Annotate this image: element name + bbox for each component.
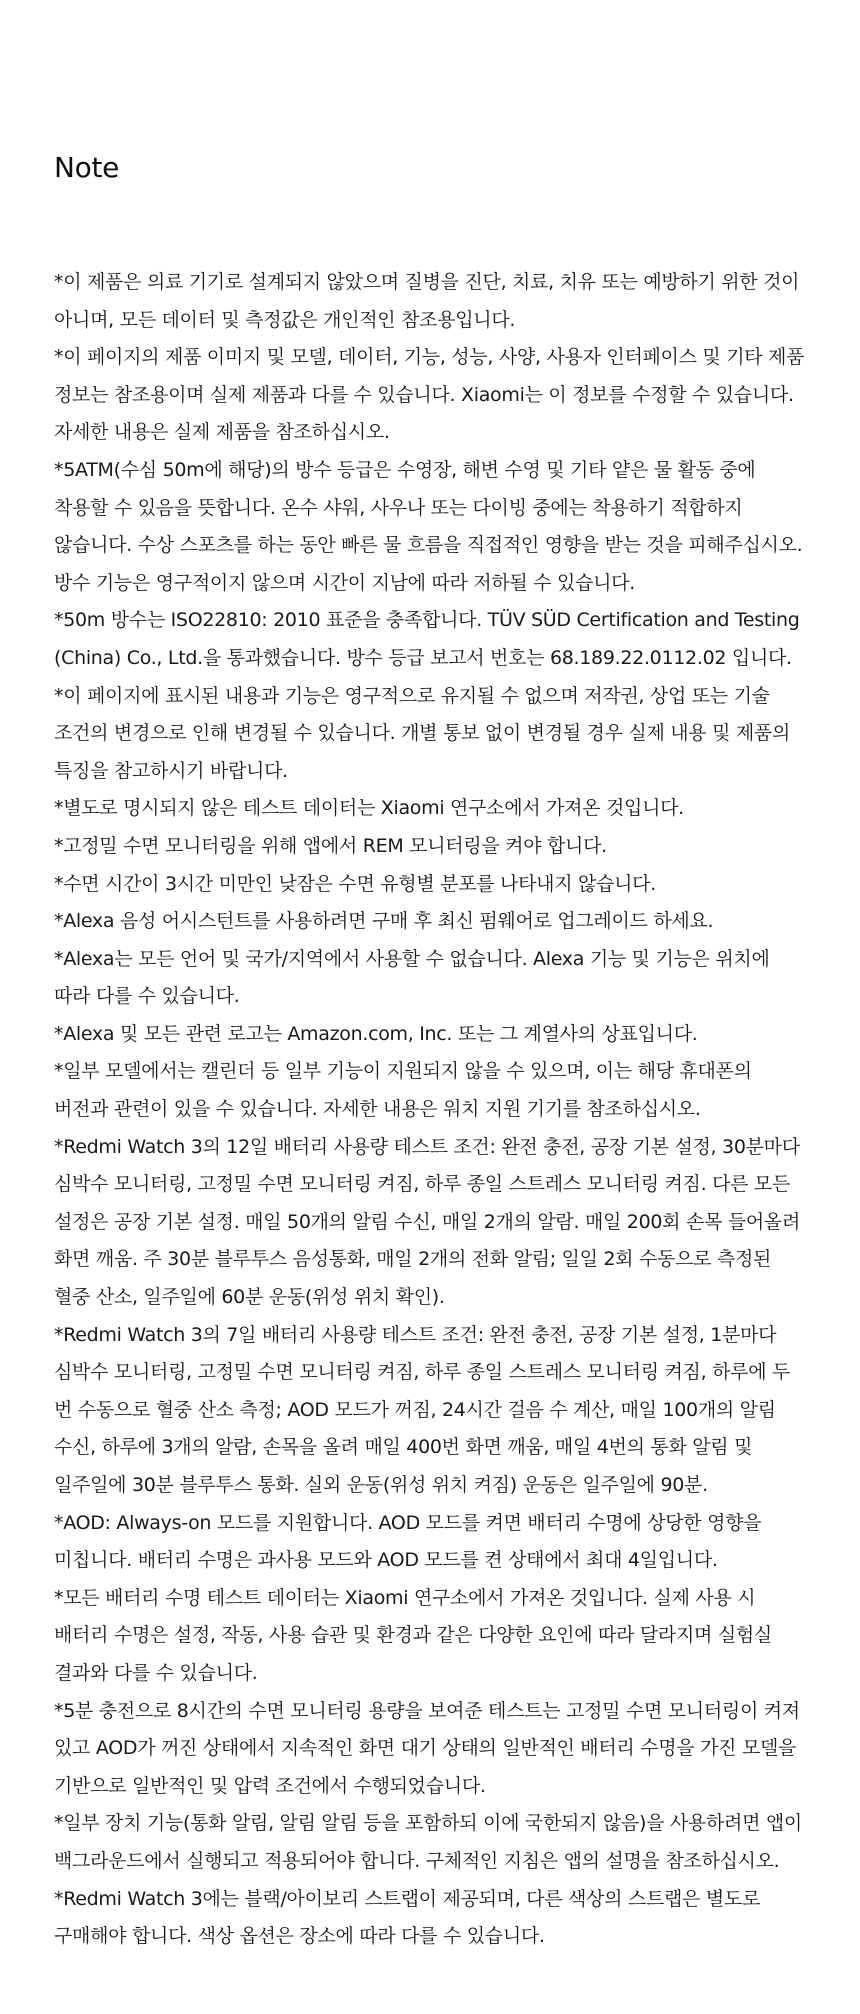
note-item-10: *Alexa는 모든 언어 및 국가/지역에서 사용할 수 없습니다. Alexa 기능 및 기능은 위치에 따라 다를 수 있습니다. (54, 947, 770, 1008)
note-item-12: *일부 모델에서는 캘린더 등 일부 기능이 지원되지 않을 수 있으며, 이는 해당 휴대폰의 버전과 관련이 있을 수 있습니다. 자세한 내용은 워치 지원 기기를 참조하십시오. (54, 1060, 752, 1121)
note-item-16: *모든 배터리 수명 테스트 데이터는 Xiaomi 연구소에서 가져온 것입니다. 실제 사용 시 배터리 수명은 설정, 작동, 사용 습관 및 환경과 같은 다양한 요인에 따라 달라지며 실험실 결과와 다를 수 있습니다. (54, 1586, 772, 1684)
note-item-8: *수면 시간이 3시간 미만인 낮잠은 수면 유형별 분포를 나타내지 않습니다. (54, 872, 656, 895)
note-item-3: *5ATM(수심 50m에 해당)의 방수 등급은 수영장, 해변 수영 및 기타 얕은 물 활동 중에 착용할 수 있음을 뜻합니다. 온수 샤워, 사우나 또는 다이빙 중에는 착용하기 적합하지 않습니다. 수상 스포츠를 하는 동안 빠른 물 흐름을 직접적인 영향을 받는 것을 피해주십시오. 방수 기능은 영구적이지 않으며 시간이 지남에 따라 저하될 수 있습니다. (54, 458, 803, 594)
note-item-17: *5분 충전으로 8시간의 수면 모니터링 용량을 보여준 테스트는 고정밀 수면 모니터링이 켜져 있고 AOD가 꺼진 상태에서 지속적인 화면 대기 상태의 일반적인 배터리 수명을 가진 모델을 기반으로 일반적인 및 압력 조건에서 수행되었습니다. (54, 1699, 800, 1797)
note-item-11: *Alexa 및 모든 관련 로고는 Amazon.com, Inc. 또는 그 계열사의 상표입니다. (54, 1022, 698, 1045)
note-item-5: *이 페이지에 표시된 내용과 기능은 영구적으로 유지될 수 없으며 저작권, 상업 또는 기술 조건의 변경으로 인해 변경될 수 있습니다. 개별 통보 없이 변경될 경우 실제 내용 및 제품의 특징을 참고하시기 바랍니다. (54, 684, 791, 782)
note-item-6: *별도로 명시되지 않은 테스트 데이터는 Xiaomi 연구소에서 가져온 것입니다. (54, 797, 684, 820)
note-item-18: *일부 장치 기능(통화 알림, 알림 알림 등을 포함하되 이에 국한되지 않음)을 사용하려면 앱이 백그라운드에서 실행되고 적용되어야 합니다. 구체적인 지침은 앱의 설명을 참조하십시오. (54, 1812, 802, 1872)
note-item-2: *이 페이지의 제품 이미지 및 모델, 데이터, 기능, 성능, 사양, 사용자 인터페이스 및 기타 제품 정보는 참조용이며 실제 제품과 다를 수 있습니다. Xiaomi는 이 정보를 수정할 수 있습니다. 자세한 내용은 실제 제품을 참조하십시오. (54, 346, 805, 444)
note-item-14: *Redmi Watch 3의 7일 배터리 사용량 테스트 조건: 완전 충전, 공장 기본 설정, 1분마다 심박수 모니터링, 고정밀 수면 모니터링 켜짐, 하루 종일 스트레스 모니터링 켜짐, 하루에 두 번 수동으로 혈중 산소 측정; AOD 모드가 꺼짐, 24시간 걸음 수 계산, 매일 100개의 알림 수신, 하루에 3개의 알람, 손목을 올려 매일 400번 화면 깨움, 매일 4번의 통화 알림 및 일주일에 30분 블루투스 통화. 실외 운동(위성 위치 켜짐) 운동은 일주일에 90분. (54, 1323, 791, 1496)
note-item-19: *Redmi Watch 3에는 블랙/아이보리 스트랩이 제공되며, 다른 색상의 스트랩은 별도로 구매해야 합니다. 색상 옵션은 장소에 따라 다를 수 있습니다. (54, 1887, 761, 1948)
notes-list (54, 264, 806, 1956)
note-item-7: *고정밀 수면 모니터링을 위해 앱에서 REM 모니터링을 켜야 합니다. (54, 834, 607, 857)
note-item-15: *AOD: Always-on 모드를 지원합니다. AOD 모드를 켜면 배터리 수명에 상당한 영향을 미칩니다. 배터리 수명은 과사용 모드와 AOD 모드를 켠 상태에서 최대 4일입니다. (54, 1511, 762, 1572)
note-item-1: *이 제품은 의료 기기로 설계되지 않았으며 질병을 진단, 치료, 치유 또는 예방하기 위한 것이 아니며, 모든 데이터 및 측정값은 개인적인 참조용입니다. (54, 271, 800, 331)
note-item-4: *50m 방수는 ISO22810: 2010 표준을 충족합니다. TÜV SÜD Certification and Testing (China) Co., Ltd.을 통과했습니다. 방수 등급 보고서 번호는 68.189.22.0112.02 입니다. (54, 609, 800, 669)
note-item-9: *Alexa 음성 어시스턴트를 사용하려면 구매 후 최신 펌웨어로 업그레이드 하세요. (54, 910, 714, 933)
note-title: Note (54, 151, 120, 184)
note-item-13: *Redmi Watch 3의 12일 배터리 사용량 테스트 조건: 완전 충전, 공장 기본 설정, 30분마다 심박수 모니터링, 고정밀 수면 모니터링 켜짐, 하루 종일 스트레스 모니터링 켜짐. 다른 모든 설정은 공장 기본 설정. 매일 50개의 알림 수신, 매일 2개의 알람. 매일 200회 손목 들어올려 화면 깨움. 주 30분 블루투스 음성통화, 매일 2개의 전화 알림; 일일 2회 수동으로 측정된 혈중 산소, 일주일에 60분 운동(위성 위치 확인). (54, 1135, 801, 1309)
